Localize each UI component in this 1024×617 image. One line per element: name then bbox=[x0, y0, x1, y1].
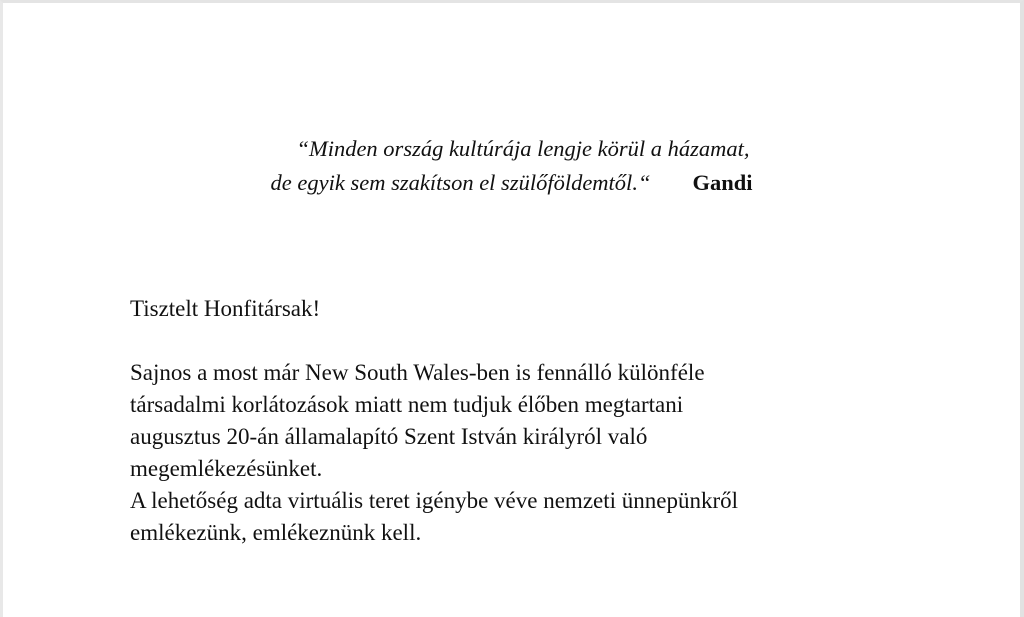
paragraph-line: emlékezünk, emlékeznünk kell. bbox=[130, 520, 422, 545]
paragraph-line: társadalmi korlátozások miatt nem tudjuk élőben megtartani bbox=[130, 392, 684, 417]
paragraph-line: megemlékezésünket. bbox=[130, 456, 323, 481]
letter-paragraph bbox=[130, 357, 990, 549]
quote-line-2-text: de egyik sem szakítson el szülőföldemtől.“ bbox=[270, 170, 651, 195]
letter-body bbox=[130, 293, 990, 549]
paragraph-line: A lehetőség adta virtuális teret igénybe véve nemzeti ünnepünkről bbox=[130, 488, 739, 513]
quote-line-1: “Minden ország kultúrája lengje körül a házamat, bbox=[296, 136, 750, 161]
paragraph-line: augusztus 20-án államalapító Szent István királyról való bbox=[130, 424, 648, 449]
salutation: Tisztelt Honfitársak! bbox=[130, 296, 321, 321]
epigraph-quote bbox=[3, 132, 1020, 200]
quote-author: Gandi bbox=[692, 170, 753, 195]
quote-line-2 bbox=[3, 166, 1020, 200]
paragraph-line: Sajnos a most már New South Wales-ben is fennálló különféle bbox=[130, 360, 705, 385]
